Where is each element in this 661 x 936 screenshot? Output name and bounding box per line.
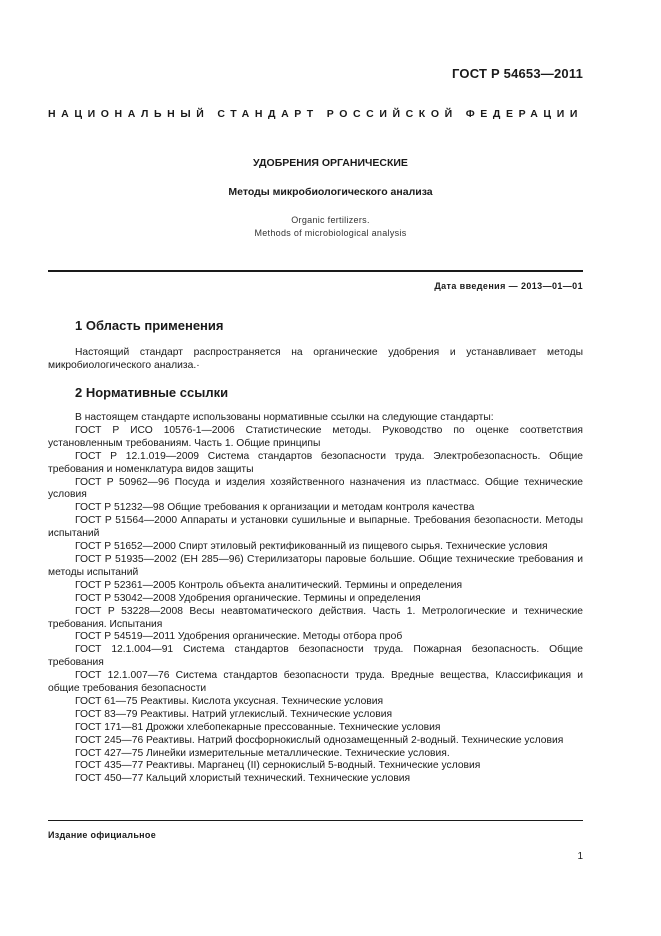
reference-item: ГОСТ Р 51652—2000 Спирт этиловый ректификованный из пищевого сырья. Технические условия <box>75 541 548 553</box>
reference-item: ГОСТ 12.1.007—76 Система стандартов безопасности труда. Вредные вещества, Классификация и общие требования безопасности <box>48 670 583 695</box>
national-word: НАЦИОНАЛЬНЫЙ <box>48 108 210 120</box>
footer-divider <box>48 820 583 821</box>
reference-item: ГОСТ Р 54519—2011 Удобрения органические. Методы отбора проб <box>75 631 403 643</box>
section1-heading: 1 Область применения <box>75 318 224 333</box>
reference-item: ГОСТ 61—75 Реактивы. Кислота уксусная. Технические условия <box>75 695 384 707</box>
gost-code: ГОСТ Р 54653—2011 <box>452 66 583 81</box>
reference-item: ГОСТ 450—77 Кальций хлористый технический. Технические условия <box>75 773 411 785</box>
reference-item: ГОСТ 12.1.004—91 Система стандартов безопасности труда. Пожарная безопасность. Общие требования <box>48 644 583 669</box>
national-standard-banner <box>48 108 583 120</box>
reference-item: ГОСТ Р ИСО 10576-1—2006 Статистические методы. Руководство по оценке соответствия установленным требованиям. Часть 1. Общие принципы <box>48 424 583 449</box>
reference-item: ГОСТ Р 53228—2008 Весы неавтоматического действия. Часть 1. Метрологические и технические требования. Испытания <box>48 605 583 630</box>
references-list <box>48 412 583 786</box>
reference-item: ГОСТ 171—81 Дрожжи хлебопекарные прессованные. Технические условия <box>75 721 441 733</box>
reference-item: ГОСТ Р 51564—2000 Аппараты и установки сушильные и выпарные. Требования безопасности. Методы испытаний <box>48 515 583 540</box>
reference-item: ГОСТ Р 12.1.019—2009 Система стандартов безопасности труда. Электробезопасность. Общие требования и номенклатура видов защиты <box>48 450 583 475</box>
document-subtitle: Методы микробиологического анализа <box>228 186 433 198</box>
page-number: 1 <box>577 851 583 862</box>
national-word: ФЕДЕРАЦИИ <box>465 108 583 120</box>
reference-item: ГОСТ 245—76 Реактивы. Натрий фосфорнокислый однозамещенный 2-водный. Технические условия <box>75 734 564 746</box>
edition-label: Издание официальное <box>48 830 157 840</box>
national-word: СТАНДАРТ <box>217 108 319 120</box>
section2-heading: 2 Нормативные ссылки <box>75 385 229 400</box>
document-title: УДОБРЕНИЯ ОРГАНИЧЕСКИЕ <box>253 157 408 169</box>
introduction-date: Дата введения — 2013—01—01 <box>434 281 583 291</box>
references-intro: В настоящем стандарте использованы нормативные ссылки на следующие стандарты: <box>75 412 494 423</box>
english-title-line1: Organic fertilizers. <box>291 215 370 225</box>
reference-item: ГОСТ Р 52361—2005 Контроль объекта аналитический. Термины и определения <box>75 579 463 591</box>
title-divider <box>48 270 583 272</box>
reference-item: ГОСТ 435—77 Реактивы. Марганец (II) сернокислый 5-водный. Технические условия <box>75 760 481 772</box>
reference-item: ГОСТ 83—79 Реактивы. Натрий углекислый. Технические условия <box>75 708 393 720</box>
reference-item: ГОСТ Р 51232—98 Общие требования к организации и методам контроля качества <box>75 502 475 514</box>
english-title-line2: Methods of microbiological analysis <box>254 228 407 238</box>
national-word: РОССИЙСКОЙ <box>326 108 458 120</box>
section1-text <box>48 347 583 373</box>
reference-item: ГОСТ 427—75 Линейки измерительные металлические. Технические условия. <box>75 747 450 759</box>
reference-item: ГОСТ Р 51935—2002 (ЕН 285—96) Стерилизаторы паровые большие. Общие технические требования и методы испытаний <box>48 553 583 578</box>
reference-item: ГОСТ Р 53042—2008 Удобрения органические. Термины и определения <box>75 592 421 604</box>
section1-paragraph: Настоящий стандарт распространяется на органические удобрения и устанавливает методы микробиологического анализа.· <box>48 347 583 371</box>
reference-item: ГОСТ Р 50962—96 Посуда и изделия хозяйственного назначения из пластмасс. Общие технические условия <box>48 476 583 501</box>
